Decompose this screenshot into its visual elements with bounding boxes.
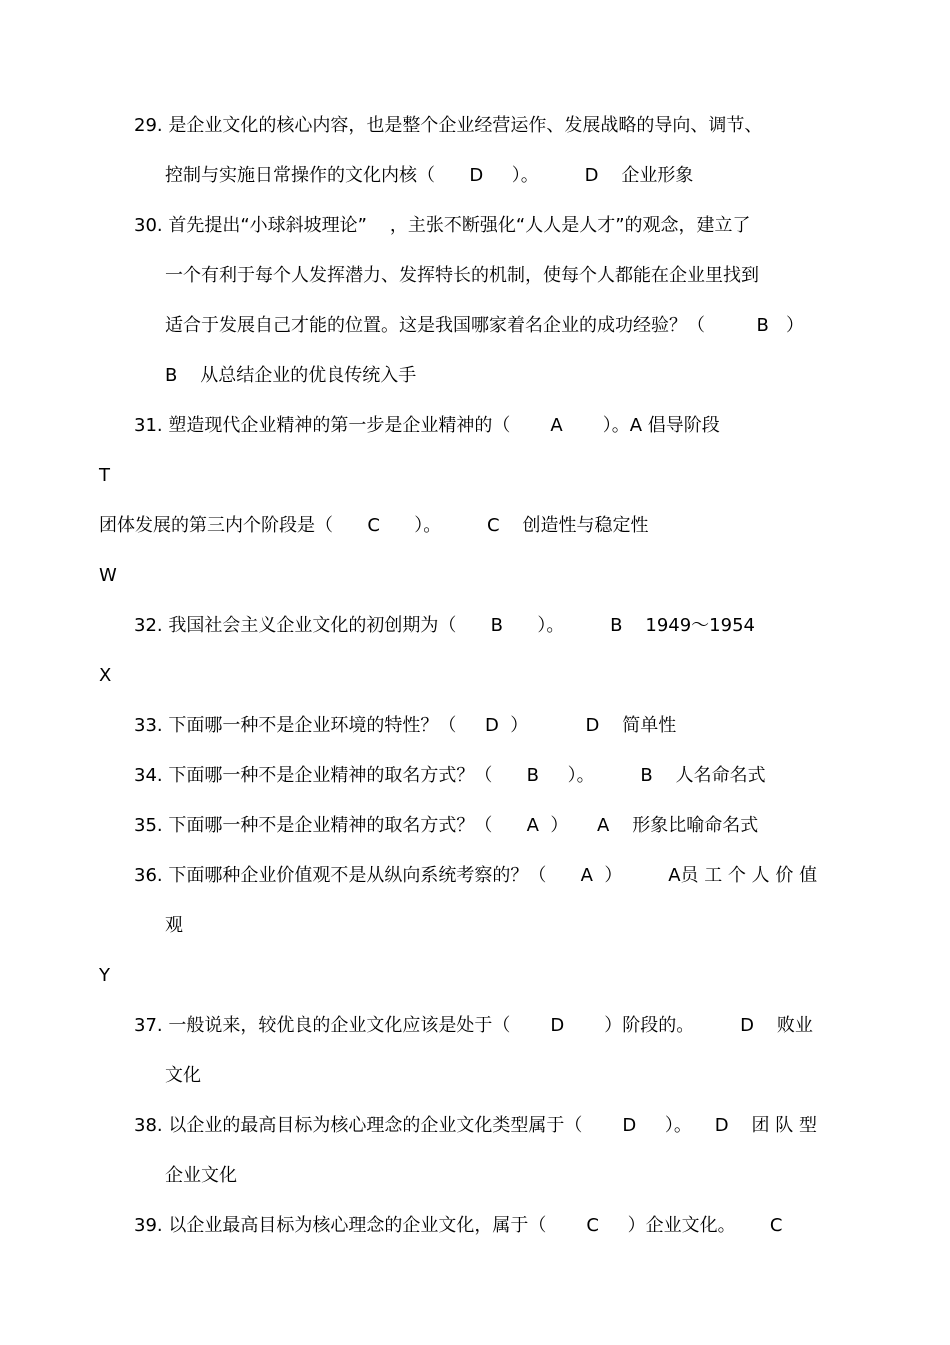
- line-32: 32. 我国社会主义企业文化的初创期为（ B ）。 B 1949～1954: [134, 615, 755, 636]
- section-letter-y: Y: [99, 965, 110, 986]
- section-letter-t: T: [99, 465, 110, 486]
- line-30c: 适合于发展自己才能的位置。这是我国哪家着名企业的成功经验？（ B ）: [165, 315, 805, 336]
- line-36b: 观: [165, 915, 183, 936]
- line-30d: B 从总结企业的优良传统入手: [165, 365, 417, 386]
- line-36a: 36. 下面哪种企业价值观不是从纵向系统考察的？（ A ） A员 工 个 人 价 值: [134, 865, 818, 886]
- line-29a: 29. 是企业文化的核心内容，也是整个企业经营运作、发展战略的导向、调节、: [134, 115, 763, 136]
- section-letter-x: X: [99, 665, 112, 686]
- line-29b: 控制与实施日常操作的文化内核（ D ）。 D 企业形象: [165, 165, 694, 186]
- line-37b: 文化: [165, 1065, 201, 1086]
- line-31: 31. 塑造现代企业精神的第一步是企业精神的（ A ）。A 倡导阶段: [134, 415, 720, 436]
- line-35: 35. 下面哪一种不是企业精神的取名方式？（ A ） A 形象比喻命名式: [134, 815, 759, 836]
- line-30a: 30. 首先提出“小球斜坡理论” ，主张不断强化“人人是人才”的观念，建立了: [134, 215, 751, 236]
- line-33: 33. 下面哪一种不是企业环境的特性？（ D ） D 简单性: [134, 715, 677, 736]
- line-30b: 一个有利于每个人发挥潜力、发挥特长的机制，使每个人都能在企业里找到: [165, 265, 759, 286]
- line-39: 39. 以企业最高目标为核心理念的企业文化，属于（ C ）企业文化。 C: [134, 1215, 783, 1236]
- section-letter-w: W: [99, 565, 117, 586]
- line-team: 团体发展的第三内个阶段是（ C ）。 C 创造性与稳定性: [99, 515, 649, 536]
- line-34: 34. 下面哪一种不是企业精神的取名方式？（ B ）。 B 人名命名式: [134, 765, 766, 786]
- line-38a: 38. 以企业的最高目标为核心理念的企业文化类型属于（ D ）。 D 团 队 型: [134, 1115, 817, 1136]
- line-38b: 企业文化: [165, 1165, 237, 1186]
- line-37a: 37. 一般说来，较优良的企业文化应该是处于（ D ）阶段的。 D 败业: [134, 1015, 813, 1036]
